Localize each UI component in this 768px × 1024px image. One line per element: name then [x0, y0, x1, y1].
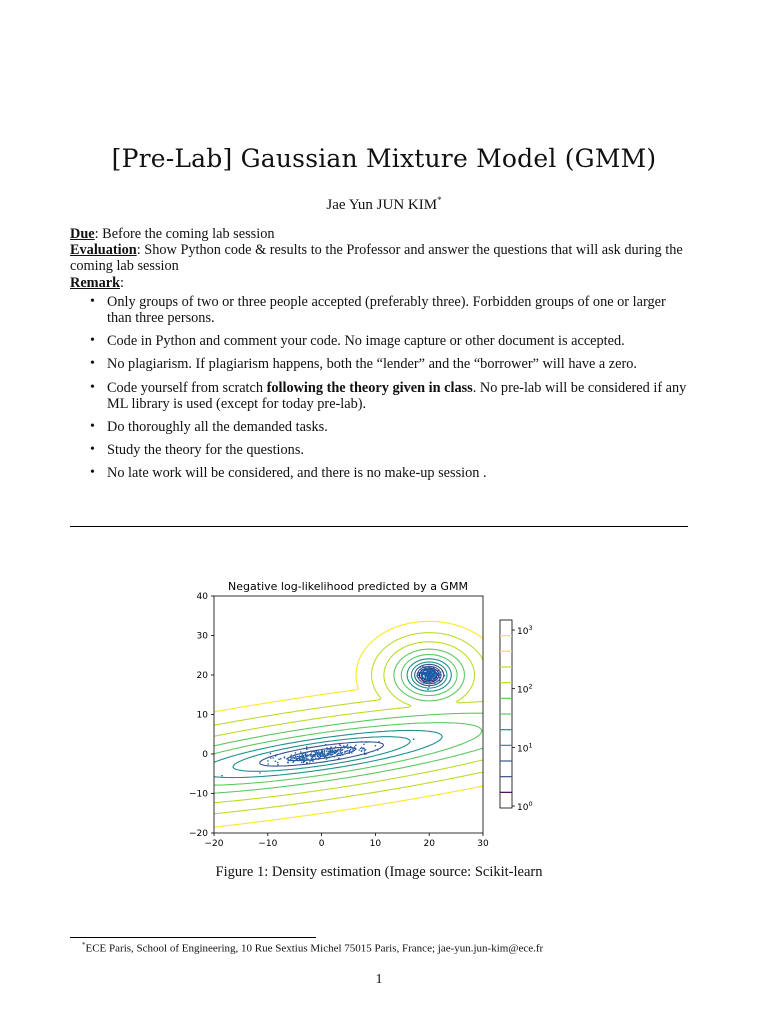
sample-point: [366, 753, 368, 755]
sample-point: [340, 745, 342, 747]
sample-point: [301, 762, 303, 764]
colorbar-tick-label: $10^0$: [517, 800, 533, 813]
sample-point: [299, 753, 301, 755]
sample-point: [430, 669, 432, 671]
sample-point: [435, 673, 437, 675]
sample-point: [299, 755, 301, 757]
sample-point: [317, 755, 319, 757]
sample-point: [444, 675, 446, 677]
sample-point: [300, 751, 302, 753]
sample-point: [355, 748, 357, 750]
x-tick-label: −10: [258, 839, 278, 849]
sample-point: [332, 754, 334, 756]
sample-point: [422, 677, 424, 679]
sample-point: [330, 748, 332, 750]
sample-point: [331, 750, 333, 752]
author-name: Jae Yun JUN KIM: [326, 197, 438, 213]
sample-point: [427, 689, 429, 691]
sample-point: [335, 746, 337, 748]
sample-point: [315, 753, 317, 755]
sample-point: [290, 760, 292, 762]
due-text: : Before the coming lab session: [94, 226, 275, 242]
sample-point: [330, 746, 332, 748]
sample-point: [342, 749, 344, 751]
body-text: [70, 226, 688, 489]
sample-point: [432, 680, 434, 682]
sample-point: [333, 752, 335, 754]
x-tick-label: 10: [369, 839, 382, 849]
sample-point: [438, 672, 440, 674]
footnote-text: ECE Paris, School of Engineering, 10 Rue Sextius Michel 75015 Paris, France; jae-yun.jun-kim@ece.fr: [85, 942, 544, 955]
sample-point: [335, 752, 337, 754]
sample-point: [276, 754, 278, 756]
remark-item: • Only groups of two or three people accepted (preferably three). Forbidden groups of one or larger than three persons.: [107, 294, 688, 326]
contour-lines: [214, 621, 483, 827]
sample-point: [426, 671, 428, 673]
sample-point: [338, 753, 340, 755]
sample-point: [422, 672, 424, 674]
author-line: [0, 195, 768, 214]
sample-point: [344, 751, 346, 753]
sample-point: [291, 754, 293, 756]
colorbar-tick-label: $10^2$: [517, 682, 533, 696]
sample-point: [317, 758, 319, 760]
sample-point: [330, 751, 332, 753]
sample-point: [349, 750, 351, 752]
sample-point: [416, 675, 418, 677]
sample-point: [343, 745, 345, 747]
sample-point: [420, 669, 422, 671]
x-tick-label: −20: [204, 839, 224, 849]
sample-point: [422, 669, 424, 671]
colorbar-tick-label: $10^1$: [517, 741, 533, 755]
sample-point: [434, 669, 436, 671]
sample-point: [347, 750, 349, 752]
sample-point: [325, 744, 327, 746]
sample-point: [307, 754, 309, 756]
sample-point: [321, 756, 323, 758]
sample-point: [319, 757, 321, 759]
sample-point: [342, 754, 344, 756]
remark-item: • No late work will be considered, and there is no make-up session .: [107, 465, 688, 481]
sample-point: [292, 759, 294, 761]
sample-point: [328, 753, 330, 755]
gmm-figure: [186, 574, 546, 850]
sample-point: [287, 762, 289, 764]
sample-point: [422, 684, 424, 686]
sample-point: [324, 750, 326, 752]
sample-point: [426, 668, 428, 670]
footnote-rule: [70, 937, 316, 938]
sample-point: [434, 676, 436, 678]
remark-item: • Code in Python and comment your code. No image capture or other document is accepted.: [107, 333, 688, 349]
sample-point: [425, 678, 427, 680]
sample-point: [330, 754, 332, 756]
sample-point: [326, 756, 328, 758]
sample-point: [375, 745, 377, 747]
sample-point: [349, 747, 351, 749]
sample-point: [309, 754, 311, 756]
sample-point: [296, 759, 298, 761]
sample-point: [340, 755, 342, 757]
sample-point: [304, 760, 306, 762]
sample-point: [325, 755, 327, 757]
sample-point: [358, 749, 360, 751]
sample-point: [299, 759, 301, 761]
evaluation-label: Evaluation: [70, 242, 137, 259]
sample-point: [309, 762, 311, 764]
chart-title: Negative log-likelihood predicted by a GMM: [228, 580, 468, 593]
sample-point: [434, 679, 436, 681]
sample-point: [437, 670, 439, 672]
sample-point: [436, 675, 438, 677]
remark-text: . No pre-lab will be considered if any ML library is used (except for today pre-lab).: [107, 379, 687, 412]
remark-label: Remark: [70, 274, 121, 291]
sample-point: [334, 756, 336, 758]
sample-point: [286, 758, 288, 760]
sample-point: [430, 680, 432, 682]
sample-point: [363, 744, 365, 746]
sample-point: [304, 757, 306, 759]
sample-point: [270, 757, 272, 759]
y-tick-label: 30: [196, 631, 208, 642]
sample-point: [221, 775, 223, 777]
sample-point: [311, 751, 313, 753]
y-tick-label: 0: [202, 750, 208, 760]
sample-point: [316, 751, 318, 753]
sample-point: [292, 762, 294, 764]
sample-point: [278, 759, 280, 761]
sample-point: [270, 753, 272, 755]
y-tick-label: −10: [189, 789, 208, 800]
sample-point: [313, 754, 315, 756]
sample-point: [277, 762, 279, 764]
sample-point: [422, 666, 424, 668]
sample-point: [333, 748, 335, 750]
sample-point: [347, 747, 349, 749]
sample-point: [329, 757, 331, 759]
sample-point: [277, 764, 279, 766]
sample-point: [338, 757, 340, 759]
sample-point: [314, 751, 316, 753]
sample-point: [275, 761, 277, 763]
sample-point: [295, 752, 297, 754]
sample-point: [315, 758, 317, 760]
contour-level: [214, 659, 451, 778]
x-tick-label: 20: [423, 839, 435, 849]
sample-point: [437, 677, 439, 679]
sample-point: [294, 754, 296, 756]
sample-point: [326, 747, 328, 749]
sample-point: [293, 757, 295, 759]
sample-point: [336, 750, 338, 752]
footnote-mark: *: [82, 941, 86, 949]
sample-point: [326, 758, 328, 760]
sample-point: [310, 759, 312, 761]
sample-point: [422, 678, 424, 680]
sample-point: [430, 676, 432, 678]
sample-point: [267, 763, 269, 765]
sample-point: [361, 750, 363, 752]
sample-point: [419, 666, 421, 668]
sample-point: [297, 756, 299, 758]
sample-point: [425, 670, 427, 672]
remark-text: Code yourself from scratch: [107, 379, 267, 396]
sample-point: [355, 745, 357, 747]
document-title: [Pre-Lab] Gaussian Mixture Model (GMM): [111, 144, 657, 173]
y-tick-label: 10: [196, 710, 208, 721]
y-tick-label: 40: [196, 592, 208, 602]
sample-point: [337, 750, 339, 752]
sample-point: [339, 750, 341, 752]
sample-point: [345, 746, 347, 748]
remark-item: • Do thoroughly all the demanded tasks.: [107, 419, 688, 435]
sample-point: [275, 755, 277, 757]
sample-point: [431, 675, 433, 677]
due-label: Due: [70, 226, 95, 242]
sample-point: [361, 741, 363, 743]
sample-point: [327, 757, 329, 759]
section-divider: [70, 526, 688, 527]
sample-point: [324, 753, 326, 755]
sample-point: [303, 752, 305, 754]
colorbar-tick-label: $10^3$: [517, 624, 533, 637]
sample-point: [427, 669, 429, 671]
sample-point: [434, 682, 436, 684]
sample-point: [321, 750, 323, 752]
sample-point: [354, 746, 356, 748]
sample-point: [439, 677, 441, 679]
sample-point: [432, 678, 434, 680]
sample-point: [378, 741, 380, 743]
sample-point: [418, 672, 420, 674]
sample-point: [291, 757, 293, 759]
remark-list: [70, 294, 688, 482]
sample-point: [426, 675, 428, 677]
sample-point: [423, 678, 425, 680]
sample-point: [329, 751, 331, 753]
sample-point: [437, 681, 439, 683]
evaluation-line: [70, 242, 688, 274]
colorbar: [500, 620, 533, 813]
sample-point: [301, 753, 303, 755]
sample-point: [432, 671, 434, 673]
sample-point: [327, 749, 329, 751]
sample-point: [413, 738, 415, 740]
remark-item: [107, 380, 688, 412]
sample-point: [272, 757, 274, 759]
sample-point: [305, 753, 307, 755]
sample-point: [301, 759, 303, 761]
sample-point: [323, 754, 325, 756]
contour-chart: [186, 574, 546, 850]
sample-point: [365, 741, 367, 743]
sample-point: [294, 758, 296, 760]
sample-point: [267, 760, 269, 762]
sample-point: [341, 747, 343, 749]
remark-colon: :: [120, 274, 125, 291]
sample-point: [288, 760, 290, 762]
sample-point: [303, 758, 305, 760]
sample-point: [306, 746, 308, 748]
sample-point: [424, 682, 426, 684]
author-footnote-mark: *: [437, 195, 442, 205]
sample-point: [306, 752, 308, 754]
sample-point: [280, 758, 282, 760]
due-line: [70, 226, 688, 242]
sample-point: [432, 673, 434, 675]
sample-point: [425, 676, 427, 678]
figure-caption: Figure 1: Density estimation (Image source: Scikit-learn: [215, 864, 543, 880]
sample-point: [429, 683, 431, 685]
sample-point: [333, 750, 335, 752]
remark-bold-text: following the theory given in class: [266, 379, 473, 396]
sample-point: [439, 680, 441, 682]
y-tick-label: −20: [189, 829, 208, 839]
sample-point: [352, 750, 354, 752]
sample-point: [440, 674, 442, 676]
sample-point: [428, 686, 430, 688]
sample-point: [312, 757, 314, 759]
sample-point: [427, 667, 429, 669]
footnote: [82, 941, 702, 955]
sample-point: [424, 669, 426, 671]
remark-item: • Study the theory for the questions.: [107, 442, 688, 458]
sample-point: [326, 750, 328, 752]
sample-point: [302, 757, 304, 759]
sample-point: [351, 752, 353, 754]
sample-point: [418, 677, 420, 679]
sample-point: [312, 760, 314, 762]
sample-point: [306, 756, 308, 758]
contour-level: [288, 666, 442, 760]
sample-point: [427, 676, 429, 678]
sample-point: [433, 667, 435, 669]
sample-point: [340, 748, 342, 750]
sample-point: [342, 752, 344, 754]
sample-point: [428, 678, 430, 680]
sample-point: [337, 753, 339, 755]
sample-point: [351, 747, 353, 749]
sample-point: [259, 772, 261, 774]
sample-point: [420, 671, 422, 673]
sample-point: [313, 759, 315, 761]
sample-point: [377, 749, 379, 751]
sample-point: [302, 755, 304, 757]
x-tick-label: 30: [477, 839, 489, 849]
sample-point: [421, 674, 423, 676]
sample-point: [324, 751, 326, 753]
sample-point: [332, 752, 334, 754]
sample-point: [352, 748, 354, 750]
y-tick-label: 20: [196, 671, 208, 681]
page-number: 1: [375, 972, 383, 987]
sample-point: [284, 756, 286, 758]
x-tick-label: 0: [318, 839, 325, 849]
sample-point: [326, 755, 328, 757]
evaluation-text: : Show Python code & results to the Professor and answer the questions that will ask during the coming lab session: [70, 242, 683, 275]
sample-point: [306, 749, 308, 751]
remark-item: • No plagiarism. If plagiarism happens, both the “lender” and the “borrower” will have a zero.: [107, 356, 688, 372]
sample-point: [317, 750, 319, 752]
sample-point: [363, 747, 365, 749]
sample-point: [437, 673, 439, 675]
sample-point: [424, 673, 426, 675]
sample-point: [305, 759, 307, 761]
sample-point: [427, 681, 429, 683]
sample-point: [306, 762, 308, 764]
sample-point: [365, 749, 367, 751]
sample-point: [303, 762, 305, 764]
sample-point: [340, 752, 342, 754]
sample-point: [361, 747, 363, 749]
sample-point: [442, 671, 444, 673]
remark-line: [70, 275, 688, 291]
sample-point: [346, 745, 348, 747]
sample-point: [320, 753, 322, 755]
sample-point: [364, 752, 366, 754]
sample-point: [348, 752, 350, 754]
